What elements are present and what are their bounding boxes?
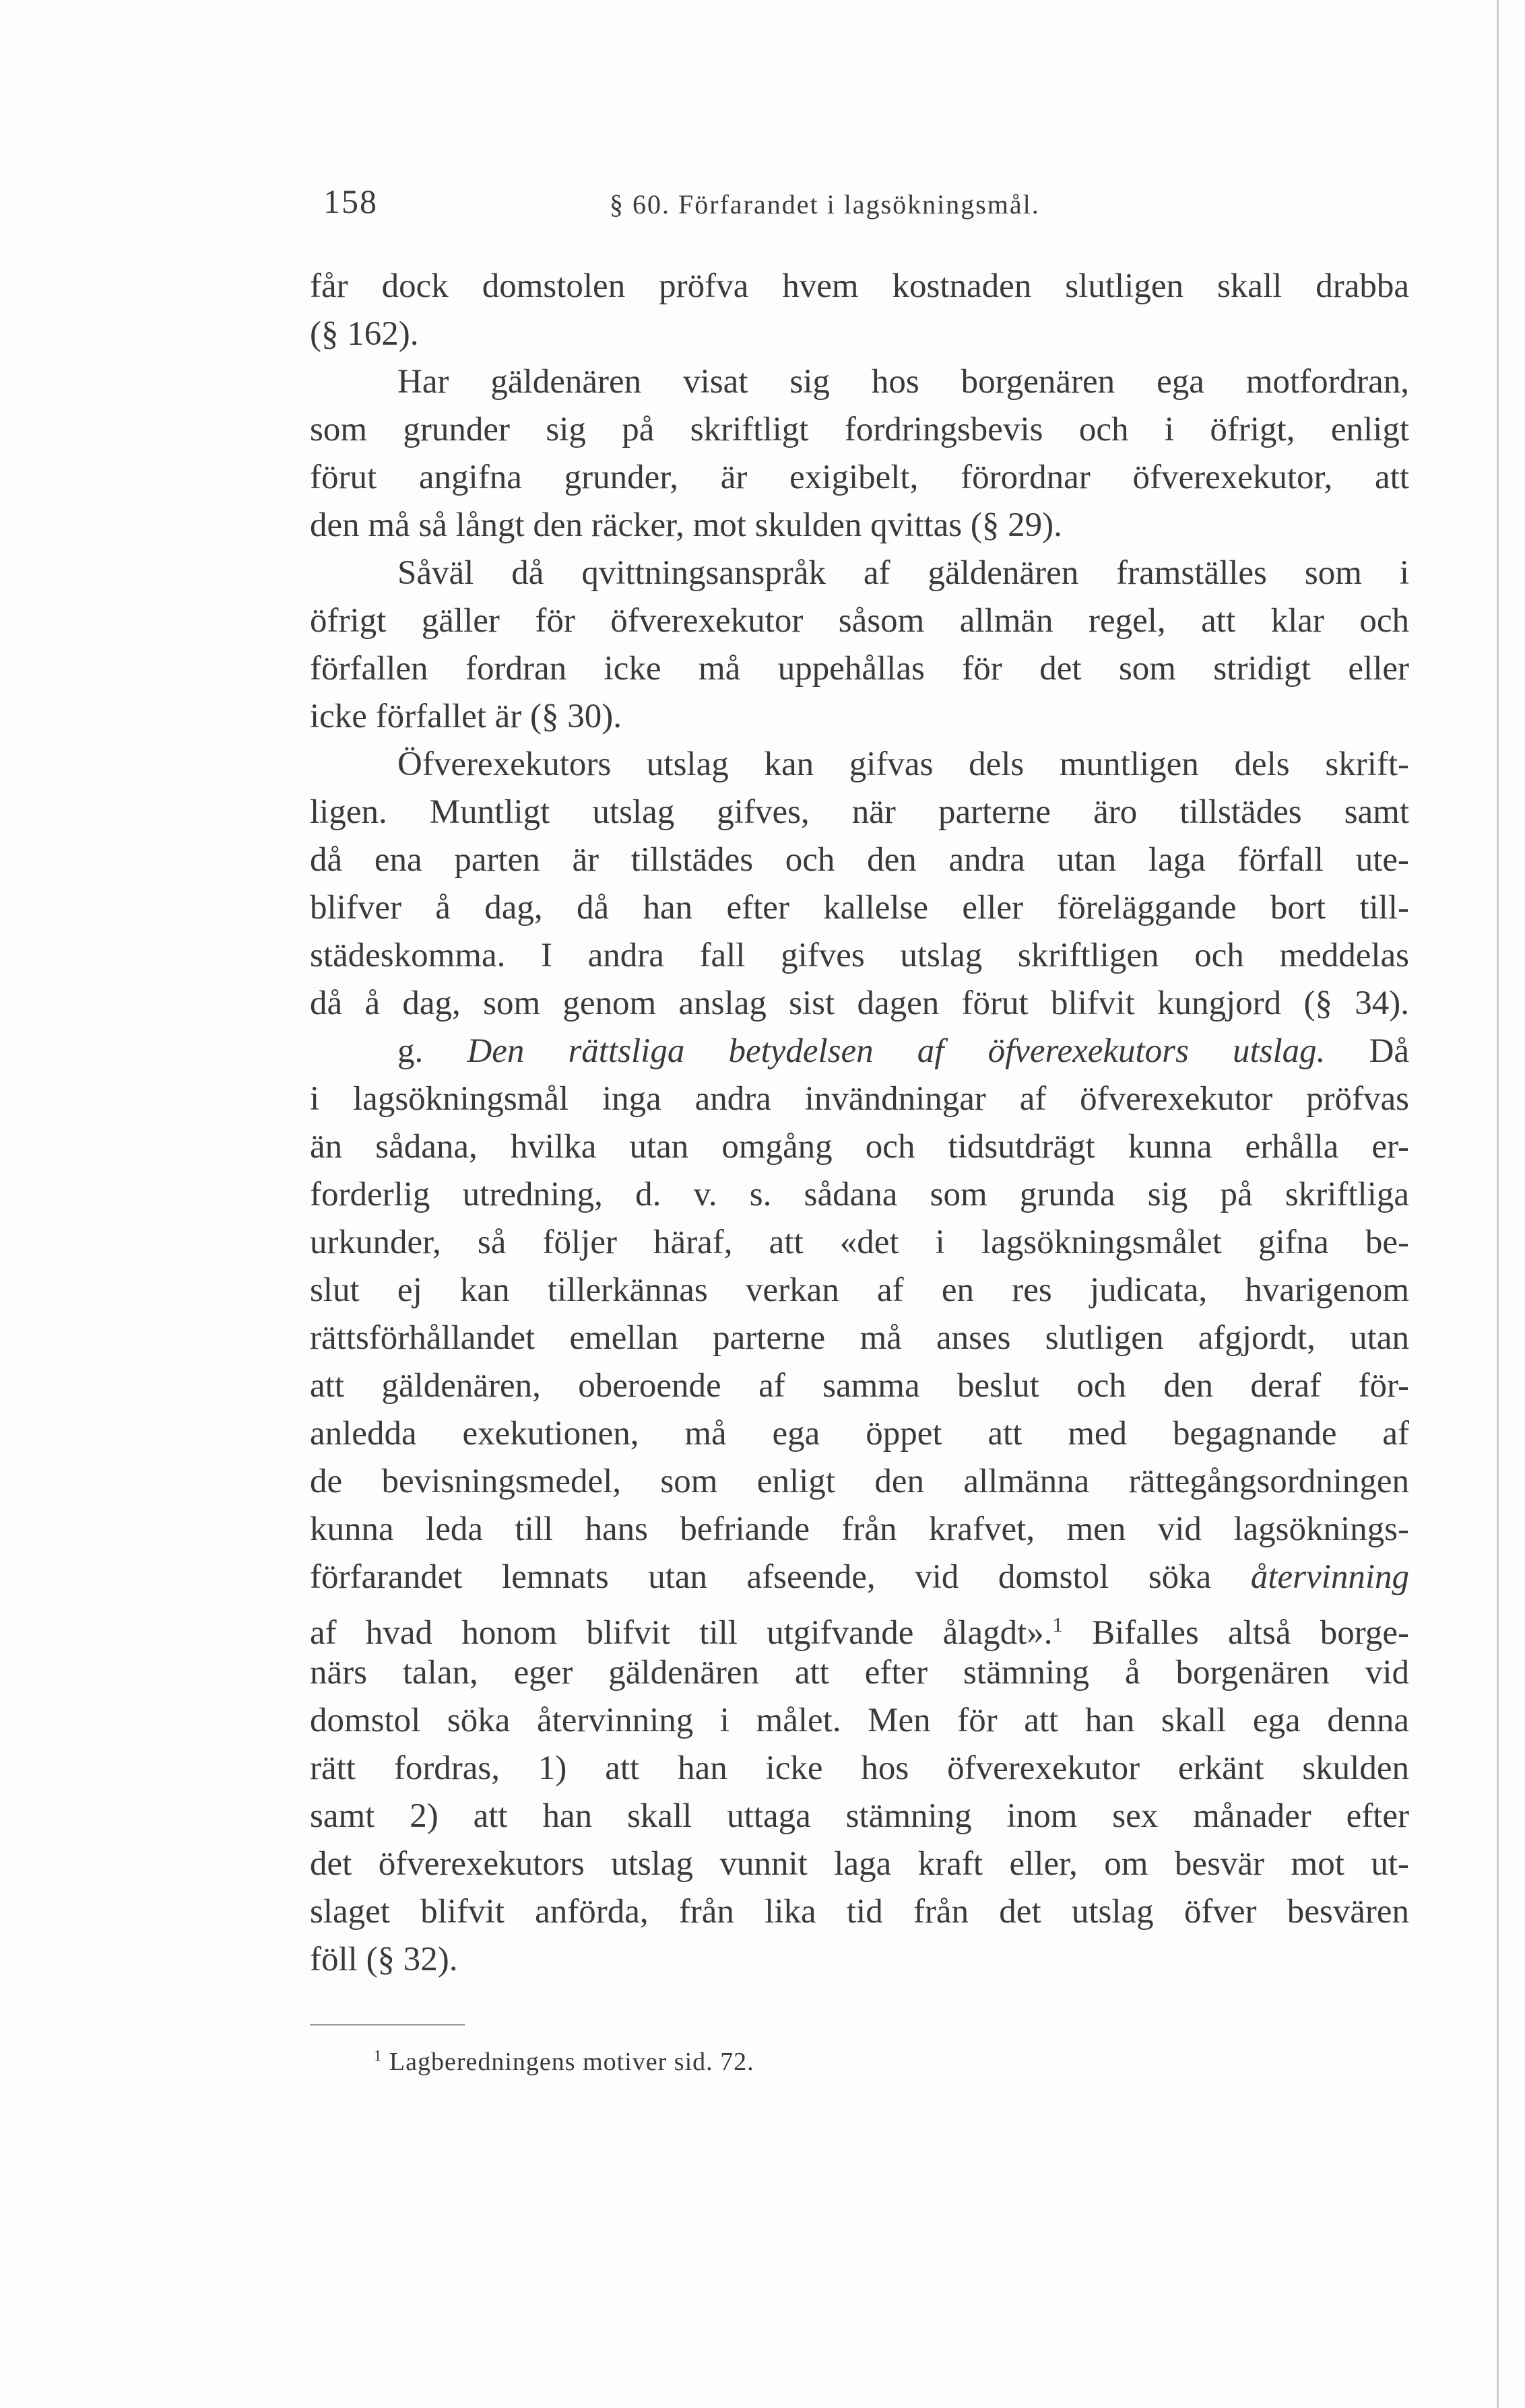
- running-head: [323, 182, 1401, 229]
- text-line: rättsförhållandet emellan parterne må anses slutligen afgjordt, utan: [310, 1319, 1409, 1357]
- footnote-reference[interactable]: 1: [1052, 1613, 1063, 1636]
- text-line: Såväl då qvittningsanspråk af gäldenären framställes som i: [397, 554, 1409, 592]
- text-line: rätt fordras, 1) att han icke hos öfverexekutor erkänt skulden: [310, 1749, 1409, 1787]
- text-line: slaget blifvit anförda, från lika tid från det utslag öfver besvären: [310, 1893, 1409, 1931]
- text-line: Öfverexekutors utslag kan gifvas dels muntligen dels skrift-: [397, 745, 1409, 783]
- page-number: 158: [323, 182, 378, 220]
- text-line: att gäldenären, oberoende af samma beslut och den deraf för-: [310, 1367, 1409, 1405]
- text-line: den må så långt den räcker, mot skulden qvittas (§ 29).: [310, 506, 1062, 544]
- text-line: icke förfallet är (§ 30).: [310, 698, 622, 735]
- text-line: får dock domstolen pröfva hvem kostnaden slutligen skall drabba: [310, 267, 1409, 305]
- footnote-marker: 1: [374, 2047, 383, 2065]
- footnote: [374, 2047, 754, 2077]
- text-line: föll (§ 32).: [310, 1941, 458, 1978]
- text-line: som grunder sig på skriftligt fordringsbevis och i öfrigt, enligt: [310, 411, 1409, 448]
- emphasis-term: återvinning: [1250, 1558, 1409, 1596]
- text-line-with-emphasis: [310, 1553, 1409, 1601]
- section-marker: g.: [397, 1032, 424, 1070]
- text-line: då ena parten är tillstädes och den andra utan laga förfall ute-: [310, 841, 1409, 879]
- text-line: (§ 162).: [310, 315, 419, 353]
- text-line: de bevisningsmedel, som enligt den allmänna rättegångsordningen: [310, 1463, 1409, 1500]
- text-line: då å dag, som genom anslag sist dagen förut blifvit kungjord (§ 34).: [310, 984, 1409, 1022]
- text-line: kunna leda till hans befriande från krafvet, men vid lagsöknings-: [310, 1510, 1409, 1548]
- section-heading: § 60. Förfarandet i lagsökningsmål.: [610, 189, 1040, 220]
- text-line: forderlig utredning, d. v. s. sådana som grunda sig på skriftliga: [310, 1176, 1409, 1213]
- text-line: slut ej kan tillerkännas verkan af en res judicata, hvarigenom: [310, 1271, 1409, 1309]
- text-line: ligen. Muntligt utslag gifves, när parterne äro tillstädes samt: [310, 793, 1409, 831]
- text-line: städeskomma. I andra fall gifves utslag skriftligen och meddelas: [310, 937, 1409, 974]
- text-line: närs talan, eger gäldenären att efter stämning å borgenären vid: [310, 1654, 1409, 1692]
- text-line: Har gäldenären visat sig hos borgenären ega motfordran,: [397, 363, 1409, 401]
- page-edge: [1497, 0, 1499, 2408]
- text-line: blifver å dag, då han efter kallelse eller föreläggande bort till-: [310, 889, 1409, 927]
- text-line: anledda exekutionen, må ega öppet att med begagnande af: [310, 1415, 1409, 1452]
- section-g-heading-line: [310, 1028, 1409, 1075]
- text-line: förut angifna grunder, är exigibelt, förordnar öfverexekutor, att: [310, 459, 1409, 496]
- section-title: Den rättsliga betydelsen af öfverexekutors utslag.: [467, 1032, 1326, 1070]
- footnote-text: Lagberedningens motiver sid. 72.: [389, 2048, 754, 2076]
- text-line-with-footnote-ref: [310, 1601, 1409, 1652]
- text-fragment: af hvad honom blifvit till utgifvande ålagdt».: [310, 1614, 1053, 1652]
- text-line: det öfverexekutors utslag vunnit laga kraft eller, om besvär mot ut-: [310, 1845, 1409, 1883]
- text-line: i lagsökningsmål inga andra invändningar af öfverexekutor pröfvas: [310, 1080, 1409, 1118]
- text-line: än sådana, hvilka utan omgång och tidsutdrägt kunna erhålla er-: [310, 1128, 1409, 1166]
- text-line: samt 2) att han skall uttaga stämning inom sex månader efter: [310, 1797, 1409, 1835]
- text-line: urkunder, så följer häraf, att «det i lagsökningsmålet gifna be-: [310, 1224, 1409, 1261]
- text-fragment: Bifalles altså borge-: [1092, 1614, 1409, 1652]
- body-text: [310, 263, 1409, 1984]
- text-fragment: förfarandet lemnats utan afseende, vid domstol söka: [310, 1558, 1212, 1596]
- text-line: öfrigt gäller för öfverexekutor såsom allmän regel, att klar och: [310, 602, 1409, 640]
- footnote-divider: [310, 2024, 465, 2026]
- text-line: domstol söka återvinning i målet. Men för att han skall ega denna: [310, 1702, 1409, 1739]
- text-fragment: Då: [1369, 1032, 1410, 1070]
- text-line: förfallen fordran icke må uppehållas för det som stridigt eller: [310, 650, 1409, 688]
